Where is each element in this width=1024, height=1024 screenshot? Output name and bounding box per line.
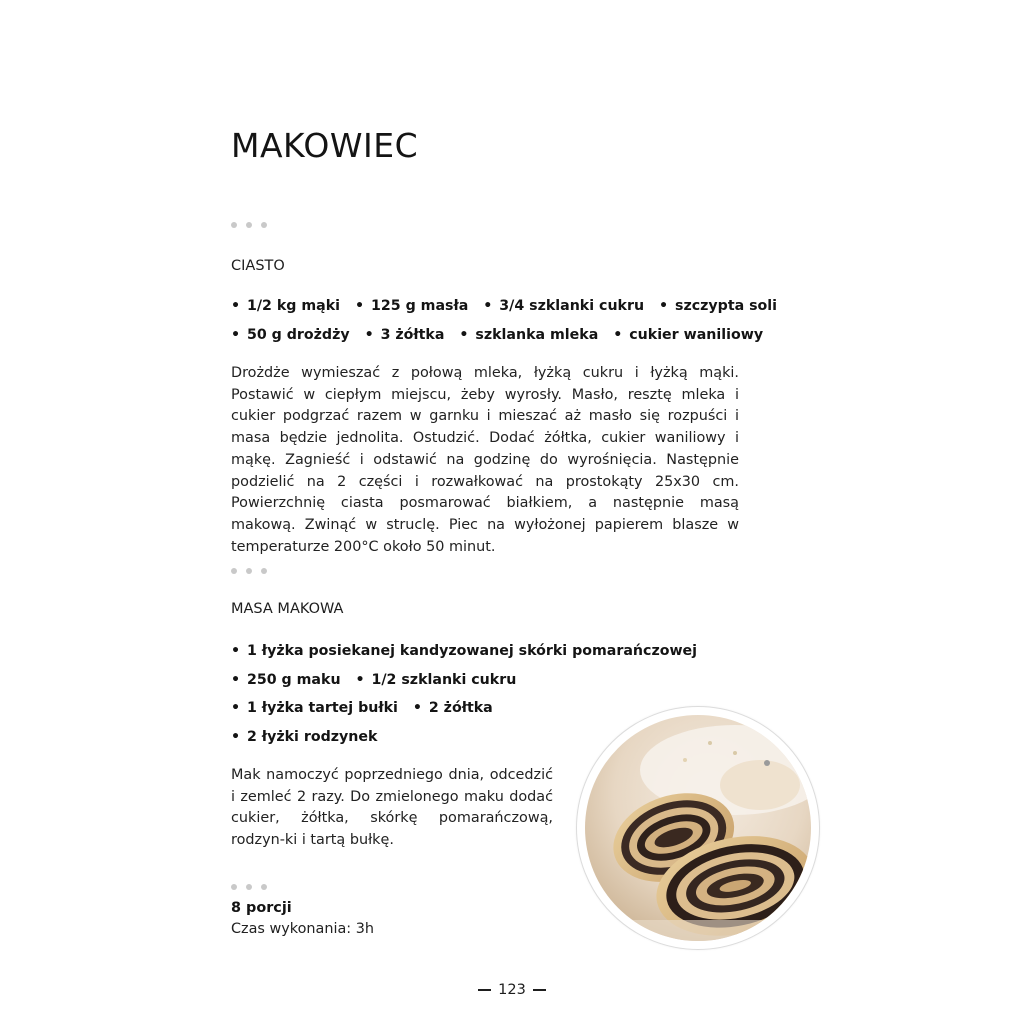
dough-heading: CIASTO (231, 258, 285, 274)
ingredient-item: • 250 g maku (231, 672, 341, 688)
section-divider-dots (231, 568, 267, 574)
ingredient-item: • 3/4 szklanki cukru (483, 298, 644, 314)
ingredient-item: • 2 żółtka (413, 700, 493, 716)
poppy-ingredients-line-4 (231, 729, 377, 745)
divider-dot (246, 884, 252, 890)
makowiec-photo-illustration (585, 715, 811, 941)
ingredient-item: • 2 łyżki rodzynek (231, 729, 377, 745)
page-number-dash (478, 989, 491, 991)
poppy-ingredients-line-2 (231, 672, 516, 688)
ingredient-item: • 1 łyżka tartej bułki (231, 700, 398, 716)
recipe-title: MAKOWIEC (231, 126, 419, 165)
poppy-heading: MASA MAKOWA (231, 601, 344, 617)
dough-ingredients-line-2 (231, 327, 763, 343)
divider-dot (246, 568, 252, 574)
page-number-dash (533, 989, 546, 991)
section-divider-dots (231, 222, 267, 228)
makowiec-photo (576, 706, 820, 950)
ingredient-item: • 50 g drożdży (231, 327, 350, 343)
page-number: 123 (498, 982, 526, 998)
dough-ingredients-line-1 (231, 298, 777, 314)
divider-dot (231, 222, 237, 228)
ingredient-item: • szczypta soli (659, 298, 777, 314)
divider-dot (261, 568, 267, 574)
dough-instructions: Drożdże wymieszać z połową mleka, łyżką cukru i łyżką mąki. Postawić w ciepłym miejscu, żeby wyrosły. Masło, resztę mleka i cukier podgrzać razem w garnku i mieszać aż masło się rozpuści i masa będzie jednolita. Ostudzić. Dodać żółtka, cukier waniliowy i mąkę. Zagnieść i odstawić na godzinę do wyrośnięcia. Następnie podzielić na 2 części i rozwałkować na prostokąty 25x30 cm. Powierzchnię ciasta posmarować białkiem, a następnie masą makową. Zwinąć w struclę. Piec na wyłożonej papierem blasze w temperaturze 200°C około 50 minut. (231, 365, 739, 555)
ingredient-item: • 3 żółtka (365, 327, 445, 343)
ingredient-item: • 1/2 szklanki cukru (356, 672, 517, 688)
poppy-instructions: Mak namoczyć poprzedniego dnia, odcedzić i zemleć 2 razy. Do zmielonego maku dodać cukier, żółtka, skórkę pomarańczową, rodzyn-ki i tartą bułkę. (231, 767, 553, 849)
prep-time: Czas wykonania: 3h (231, 921, 374, 937)
ingredient-item: • 1 łyżka posiekanej kandyzowanej skórki pomarańczowej (231, 643, 697, 659)
poppy-ingredients-line-1 (231, 643, 697, 659)
divider-dot (246, 222, 252, 228)
ingredient-item: • 125 g masła (355, 298, 468, 314)
divider-dot (261, 884, 267, 890)
divider-dot (261, 222, 267, 228)
ingredient-item: • 1/2 kg mąki (231, 298, 340, 314)
page-footer (0, 982, 1024, 998)
poppy-ingredients-line-3 (231, 700, 493, 716)
ingredient-item: • cukier waniliowy (613, 327, 763, 343)
divider-dot (231, 884, 237, 890)
servings: 8 porcji (231, 900, 292, 916)
ingredient-item: • szklanka mleka (459, 327, 598, 343)
section-divider-dots (231, 884, 267, 890)
divider-dot (231, 568, 237, 574)
